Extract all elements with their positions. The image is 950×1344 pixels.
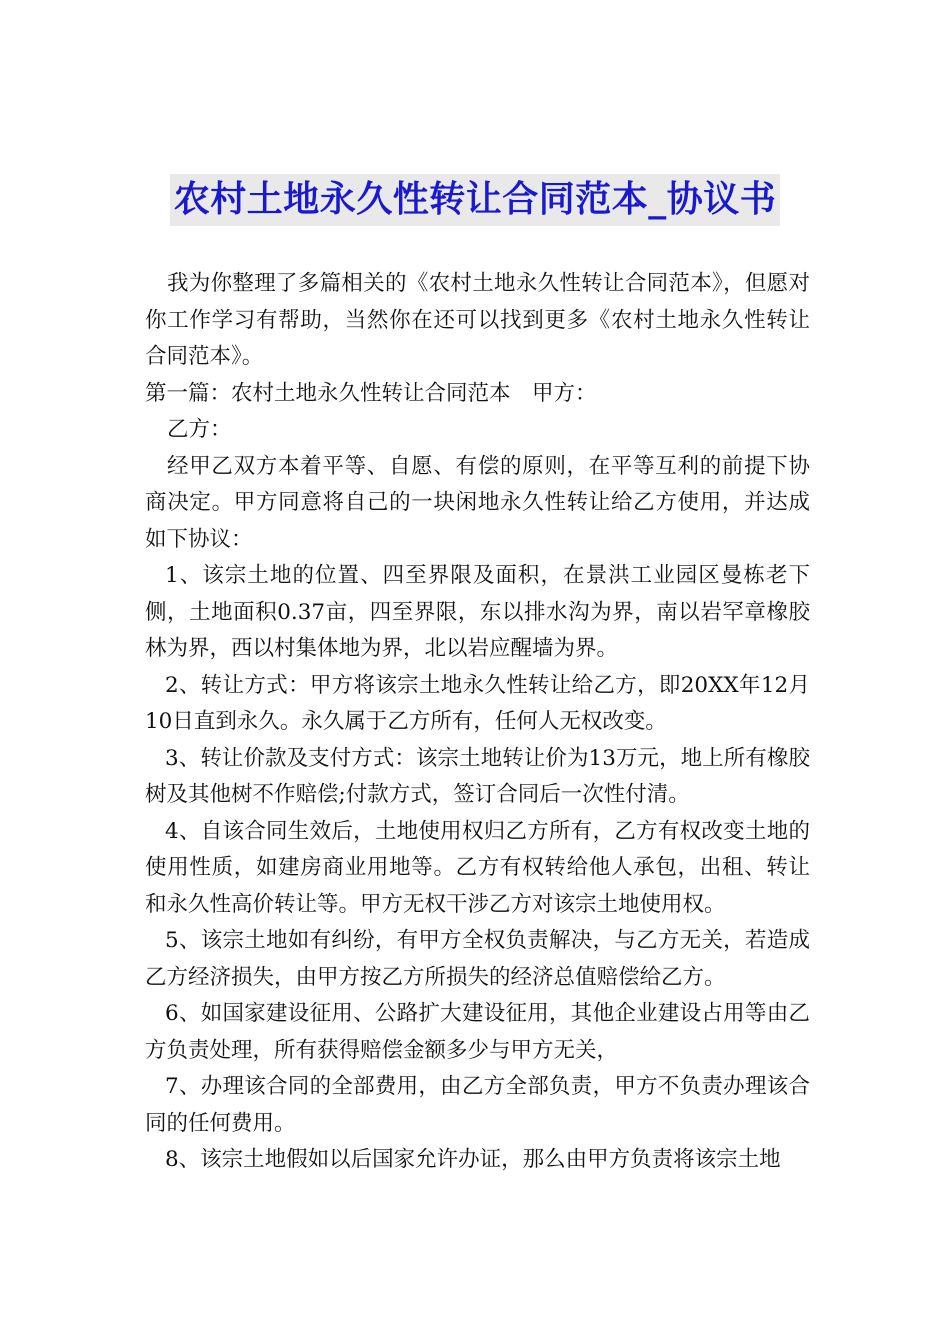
clause-6: 6、如国家建设征用、公路扩大建设征用，其他企业建设占用等由乙方负责处理，所有获得赔偿金额多少与甲方无关， — [145, 1001, 810, 1063]
clause-8: 8、该宗土地假如以后国家允许办证，那么由甲方负责将该宗土地 — [165, 1147, 781, 1172]
clause-7: 7、办理该合同的全部费用，由乙方全部负责，甲方不负责办理该合同的任何费用。 — [145, 1074, 810, 1136]
document-title: 农村土地永久性转让合同范本_协议书 — [170, 174, 781, 226]
document-body — [145, 266, 810, 1179]
section-heading: 第一篇：农村土地永久性转让合同范本 甲方： — [145, 380, 597, 406]
clause-5: 5、该宗土地如有纠纷，有甲方全权负责解决，与乙方无关，若造成乙方经济损失，由甲方按乙方所损失的经济总值赔偿给乙方。 — [145, 928, 810, 990]
title-container — [0, 174, 950, 226]
party-b-line: 乙方： — [167, 417, 232, 442]
clause-4: 4、自该合同生效后，土地使用权归乙方所有，乙方有权改变土地的使用性质，如建房商业用地等。乙方有权转给他人承包，出租、转让和永久性高价转让等。甲方无权干涉乙方对该宗土地使用权。 — [145, 818, 810, 917]
clause-1: 1、该宗土地的位置、四至界限及面积，在景洪工业园区曼栋老下侧，土地面积0.37亩，四至界限，东以排水沟为界，南以岩罕章橡胶林为界，西以村集体地为界，北以岩应醒墙为界。 — [145, 563, 810, 661]
clause-3: 3、转让价款及支付方式：该宗土地转让价为13万元，地上所有橡胶树及其他树不作赔偿;付款方式，签订合同后一次性付清。 — [145, 745, 810, 807]
intro-paragraph: 我为你整理了多篇相关的《农村土地永久性转让合同范本》，但愿对你工作学习有帮助，当然你在还可以找到更多《农村土地永久性转让合同范本》。 — [145, 271, 810, 369]
clause-2: 2、转让方式：甲方将该宗土地永久性转让给乙方，即20XX年12月10日直到永久。永久属于乙方所有，任何人无权改变。 — [145, 672, 810, 734]
preamble-paragraph: 经甲乙双方本着平等、自愿、有偿的原则，在平等互利的前提下协商决定。甲方同意将自己的一块闲地永久性转让给乙方使用，并达成如下协议： — [145, 453, 810, 552]
